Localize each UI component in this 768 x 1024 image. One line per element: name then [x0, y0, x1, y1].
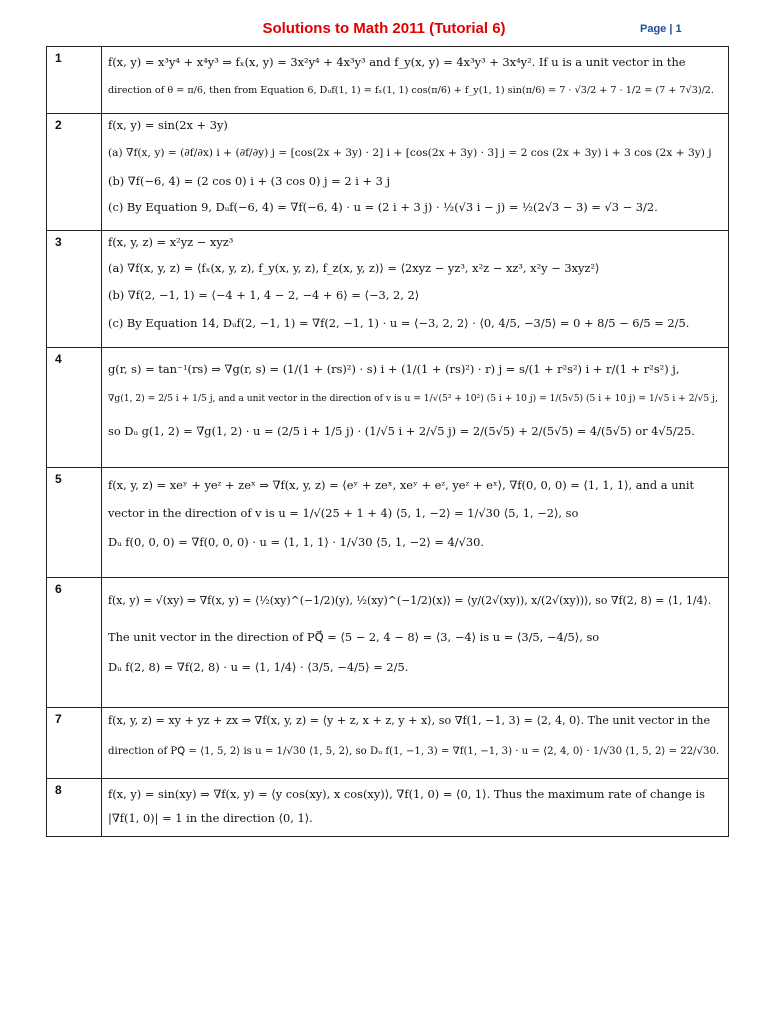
solution-line: Dᵤ f(2, 8) = ∇f(2, 8) · u = ⟨1, 1/4⟩ · ⟨3/5, −4/5⟩ = 2/5. [108, 659, 409, 674]
solution-line: f(x, y) = sin(xy) ⇒ ∇f(x, y) = ⟨y cos(xy), x cos(xy)⟩, ∇f(1, 0) = ⟨0, 1⟩. Thus the maximum rate of change is [108, 787, 705, 801]
problem-row [47, 114, 729, 231]
problem-number: 6 [47, 578, 102, 708]
problem-solution [102, 47, 729, 114]
solution-line: (a) ∇f(x, y, z) = ⟨fₓ(x, y, z), f_y(x, y, z), f_z(x, y, z)⟩ = ⟨2xyz − yz³, x²z − xz³, x²y − 3xyz²⟩ [108, 261, 600, 276]
solutions-table [46, 46, 729, 837]
solution-line: The unit vector in the direction of PQ⃗ = ⟨5 − 2, 4 − 8⟩ = ⟨3, −4⟩ is u = ⟨3/5, −4/5⟩, so [108, 629, 600, 644]
problem-number: 8 [47, 779, 102, 837]
solution-line: (c) By Equation 14, Dᵤf(2, −1, 1) = ∇f(2, −1, 1) · u = ⟨−3, 2, 2⟩ · ⟨0, 4/5, −3/5⟩ = 0 + 8/5 − 6/5 = 2/5. [108, 315, 690, 330]
problem-number: 4 [47, 348, 102, 468]
problem-solution [102, 348, 729, 468]
solution-line: (b) ∇f(2, −1, 1) = ⟨−4 + 1, 4 − 2, −4 + 6⟩ = ⟨−3, 2, 2⟩ [108, 287, 420, 302]
solution-line: f(x, y, z) = x²yz − xyz³ [108, 235, 234, 249]
solution-line: g(r, s) = tan⁻¹(rs) ⇒ ∇g(r, s) = (1/(1 + (rs)²) · s) i + (1/(1 + (rs)²) · r) j = s/(1 + r²s²) i + r/(1 + r²s²) j, [108, 362, 680, 376]
solution-line: (c) By Equation 9, Dᵤf(−6, 4) = ∇f(−6, 4) · u = (2 i + 3 j) · ½(√3 i − j) = ½(2√3 − 3) = √3 − 3/2. [108, 199, 658, 214]
solution-line: direction of θ = π/6, then from Equation 6, Dᵤf(1, 1) = fₓ(1, 1) cos(π/6) + f_y(1, 1) sin(π/6) = 7 · √3/2 + 7 · 1/2 = (7 + 7√3)/2. [108, 85, 714, 97]
solution-line: (a) ∇f(x, y) = (∂f/∂x) i + (∂f/∂y) j = [cos(2x + 3y) · 2] i + [cos(2x + 3y) · 3] j = 2 cos (2x + 3y) i + 3 cos (2x + 3y) j [108, 146, 712, 160]
problem-number: 3 [47, 231, 102, 348]
problem-number: 1 [47, 47, 102, 114]
solution-line: f(x, y) = sin(2x + 3y) [108, 118, 228, 132]
solution-line: |∇f(1, 0)| = 1 in the direction ⟨0, 1⟩. [108, 811, 313, 826]
problem-number: 5 [47, 468, 102, 578]
problem-row [47, 578, 729, 708]
problem-row [47, 708, 729, 779]
solution-line: ∇g(1, 2) = 2/5 i + 1/5 j, and a unit vector in the direction of v is u = 1/√(5² + 10²) (5 i + 10 j) = 1/(5√5) (5 i + 10 j) = 1/√5 i + 2/√5 j, [108, 394, 718, 405]
problem-solution [102, 468, 729, 578]
problem-solution [102, 114, 729, 231]
problem-number: 7 [47, 708, 102, 779]
problem-row [47, 47, 729, 114]
problem-row [47, 468, 729, 578]
solution-line: f(x, y) = √(xy) ⇒ ∇f(x, y) = ⟨½(xy)^(−1/2)(y), ½(xy)^(−1/2)(x)⟩ = ⟨y/(2√(xy)), x/(2√(xy))⟩, so ∇f(2, 8) = ⟨1, 1/4⟩. [108, 594, 712, 607]
solution-line: Dᵤ f(0, 0, 0) = ∇f(0, 0, 0) · u = ⟨1, 1, 1⟩ · 1/√30 ⟨5, 1, −2⟩ = 4/√30. [108, 534, 485, 549]
problem-solution [102, 708, 729, 779]
problem-solution [102, 779, 729, 837]
solution-line: f(x, y, z) = xy + yz + zx ⇒ ∇f(x, y, z) = ⟨y + z, x + z, y + x⟩, so ∇f(1, −1, 3) = ⟨2, 4, 0⟩. The unit vector in the [108, 714, 711, 727]
problem-row [47, 779, 729, 837]
solution-line: so Dᵤ g(1, 2) = ∇g(1, 2) · u = (2/5 i + 1/5 j) · (1/√5 i + 2/√5 j) = 2/(5√5) + 2/(5√5) = 4/(5√5) or 4√5/25. [108, 423, 695, 438]
solution-line: f(x, y, z) = xeʸ + yeᶻ + zeˣ ⇒ ∇f(x, y, z) = ⟨eʸ + zeˣ, xeʸ + eᶻ, yeᶻ + eˣ⟩, ∇f(0, 0, 0) = ⟨1, 1, 1⟩, and a unit [108, 478, 695, 492]
problem-row [47, 231, 729, 348]
page-number: Page | 1 [640, 23, 682, 35]
solution-line: vector in the direction of v is u = 1/√(25 + 1 + 4) ⟨5, 1, −2⟩ = 1/√30 ⟨5, 1, −2⟩, so [108, 506, 579, 521]
problem-solution [102, 578, 729, 708]
document-title: Solutions to Math 2011 (Tutorial 6) [262, 20, 506, 37]
solution-line: (b) ∇f(−6, 4) = (2 cos 0) i + (3 cos 0) j = 2 i + 3 j [108, 173, 391, 188]
solution-line: f(x, y) = x³y⁴ + x⁴y³ ⇒ fₓ(x, y) = 3x²y⁴ + 4x³y³ and f_y(x, y) = 4x³y³ + 3x⁴y². If u is a unit vector in the [108, 55, 686, 69]
problem-solution [102, 231, 729, 348]
problem-number: 2 [47, 114, 102, 231]
solution-line: direction of PQ⃗ = ⟨1, 5, 2⟩ is u = 1/√30 ⟨1, 5, 2⟩, so Dᵤ f(1, −1, 3) = ∇f(1, −1, 3) · u = ⟨2, 4, 0⟩ · 1/√30 ⟨1, 5, 2⟩ = 22/√30. [108, 745, 720, 757]
problem-row [47, 348, 729, 468]
